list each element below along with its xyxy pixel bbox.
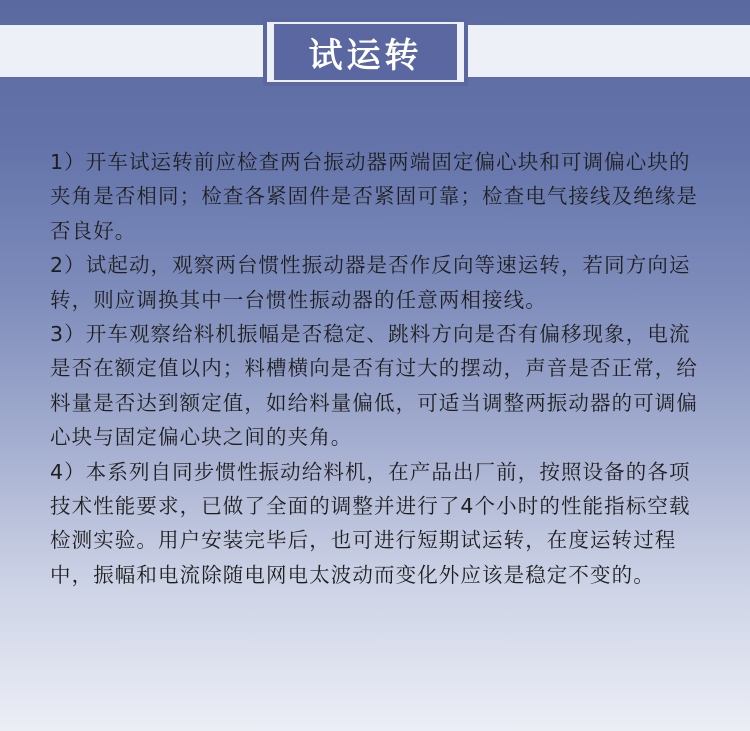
page-title: 试运转: [308, 35, 423, 76]
title-box: [274, 24, 457, 80]
content-body: [50, 145, 700, 592]
paragraph-2: 2）试起动，观察两台惯性振动器是否作反向等速运转，若同方向运转，则应调换其中一台惯性振动器的任意两相接线。: [50, 253, 691, 312]
paragraph-4: 4）本系列自同步惯性振动给料机，在产品出厂前，按照设备的各项技术性能要求，已做了全面的调整并进行了4个小时的性能指标空载检测实验。用户安装完毕后，也可进行短期试运转，在度运转过程中，振幅和电流除随电网电太波动而变化外应该是稳定不变的。: [50, 459, 691, 587]
paragraph-3: 3）开车观察给料机振幅是否稳定、跳料方向是否有偏移现象，电流是否在额定值以内；料槽横向是否有过大的摆动，声音是否正常，给料量是否达到额定值，如给料量偏低，可适当调整两振动器的可调偏心块与固定偏心块之间的夹角。: [50, 322, 698, 450]
paragraph-1: 1）开车试运转前应检查两台振动器两端固定偏心块和可调偏心块的夹角是否相同；检查各紧固件是否紧固可靠；检查电气接线及绝缘是否良好。: [50, 150, 698, 243]
